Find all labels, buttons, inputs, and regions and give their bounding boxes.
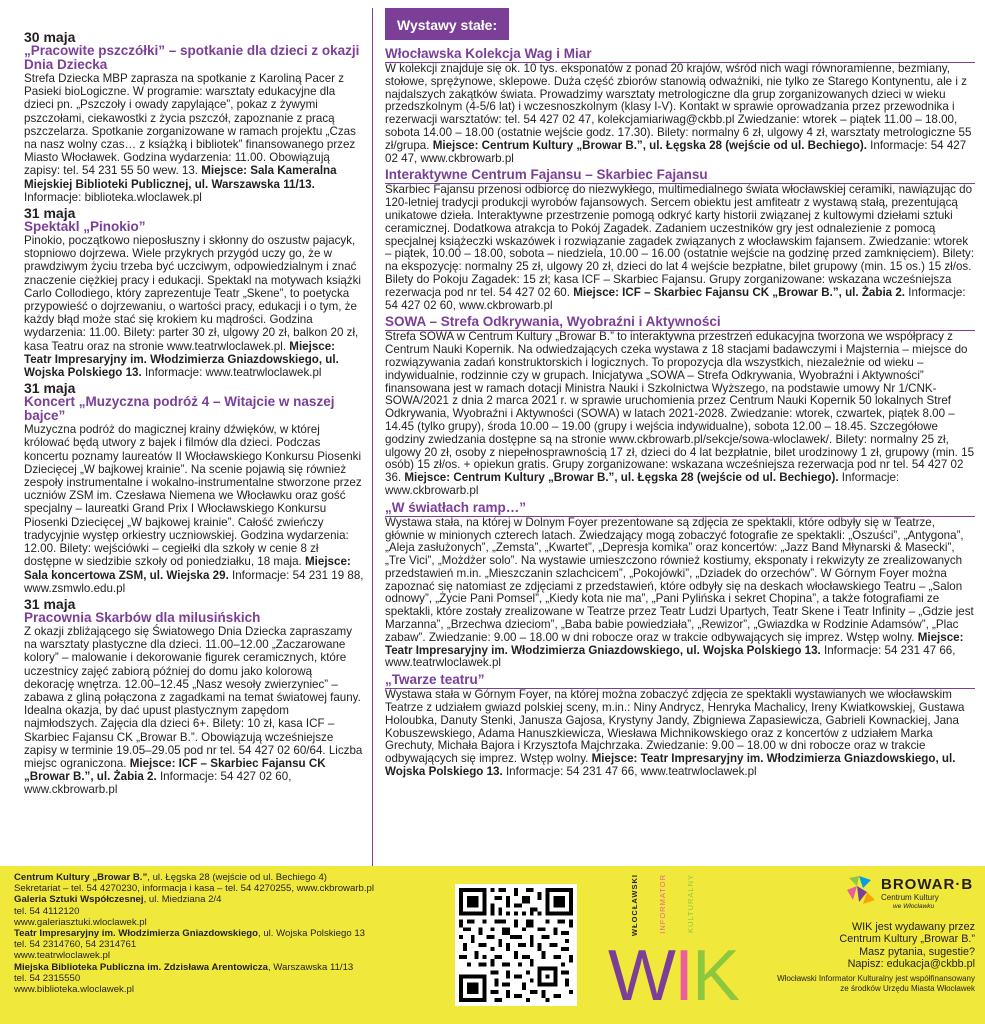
event-title: Koncert „Muzyczna podróż 4 – Witajcie w naszej bajce” (24, 394, 335, 424)
contact-line (14, 894, 434, 905)
exhibition-title-text: „Twarze teatru” (385, 672, 485, 688)
exhibition-description: Wystawa stała w Górnym Foyer, na której można zobaczyć zdjęcia ze spektakli wystawianych we włocławskim Teatrze z udziałem gwiazd polskiej sceny, m.in.: Niny Andrycz, Henryka Machalicy, Ireny Kwiatkowskiej, Gustawa Holoubka, Danuty Stenki, Janusza Gajosa, Krystyny Jandy, Zbigniewa Zapasiewicza, Gabrieli Kownackiej, Jana Kobuszewskiego, Adama Hanuszkiewicza, Wiesława Michnikowskiego oraz z koncertów z udziałem Marka Grechuty, Michała Bajora i Krzysztofa Majchrzaka. Zwiedzanie: 9.00 – 18.00 w dni robocze oraz w trakcie odbywających się imprez. Wstęp wolny. (385, 688, 965, 766)
contact-name: Galeria Sztuki Współczesnej (14, 894, 144, 906)
event-info: Informacje: www.teatrwloclawek.pl (141, 366, 322, 380)
event-description: Muzyczna podróż do magicznej krainy dźwięków, w której królować będą utwory z bajek i filmów dla dzieci. Podczas koncertu poznamy laureatów II Włocławskiego Konkursu Piosenki Dziecięcej „W bajkowej krainie”. Na scenie pojawią się również zespoły instrumentalne i wokalno-instrumentalne stworzone przez uczniów ZSM im. Czesława Niemena we Włocławku oraz gość specjalny – laureatki Grand Prix I Włocławskiego Konkursu Piosenki Dziecięcej „W bajkowej krainie”. Całość zwieńczy tradycyjnie występ orkiestry uczniowskiej. Godzina wydarzenia: 12.00. Bilety: wejściówki – cegiełki dla szkoły w cenie 8 zł dostępne w siedzibie szkoły od poniedziałku, 18 maja. (24, 423, 362, 569)
contact-detail: , ul. Wojska Polskiego 13 (258, 928, 366, 940)
contact-line (14, 928, 434, 939)
event-body (24, 423, 364, 595)
exhibition-item (385, 501, 975, 671)
contact-link[interactable]: www.teatrwloclawek.pl (14, 950, 110, 962)
event-item (24, 206, 364, 379)
event-date: 31 maja (24, 595, 76, 612)
browar-b-icon (845, 874, 879, 908)
contact-detail: , ul. Miedziana 2/4 (143, 894, 222, 906)
wik-letters (608, 936, 739, 1016)
wik-vertical-label: WŁOCŁAWSKI (630, 874, 639, 937)
event-date: 31 maja (24, 205, 76, 222)
exhibition-info: Informacje: 54 231 47 66, www.teatrwloclawek.pl (385, 643, 956, 670)
exhibition-title-text: „W światłach ramp…” (385, 499, 527, 515)
exhibition-body (385, 63, 975, 165)
contact-detail: tel. 54 2314760, 54 2314761 (14, 939, 137, 951)
browar-b-logo (845, 872, 975, 912)
contact-line (14, 939, 434, 950)
event-date: 30 maja (24, 29, 76, 45)
event-title: Pracownia Skarbów dla milusińskich (24, 609, 261, 625)
publisher-line: Centrum Kultury „Browar B.” (839, 933, 975, 946)
event-description: Z okazji zbliżającego się Światowego Dnia Dziecka zapraszamy na warsztaty plastyczne dla dzieci. 11.00–12.00 „Zaczarowane kolory” – malowanie i dekorowanie figurek ceramicznych, które uczestnicy zajęć zabiorą później do domu jako kolorową dekorację wnętrza. 12.00–12.45 „Nasz wesoły zwierzyniec” – zabawa z gliną połączona z zagadkami na temat światowej fauny. Idealna okazja, by dać upust plastycznym zapędom najmłodszych. Zajęcia dla dzieci 6+. Bilety: 10 zł, kasa ICF – Skarbiec Fajansu CK „Browar B.”. Obowiązują wcześniejsze zapisy w terminie 19.05–29.05 pod nr tel. 54 427 02 60/64. Liczba miejsc ograniczona. (24, 624, 363, 770)
contact-line (14, 883, 434, 894)
event-title: Spektakl „Pinokio” (24, 219, 146, 235)
exhibition-body (385, 331, 975, 497)
event-item (24, 597, 364, 797)
contact-line (14, 917, 434, 928)
contact-link[interactable]: www.galeriasztuki.wloclawek.pl (14, 916, 147, 928)
exhibition-title (385, 673, 975, 689)
exhibition-item (385, 315, 975, 497)
contact-detail: Sekretariat – tel. 54 4270230, informacja i kasa – tel. 54 4270255, www.ckbrowarb.pl (14, 883, 374, 895)
qr-code[interactable] (455, 884, 577, 1006)
exhibition-title-text: Włocławska Kolekcja Wag i Miar (385, 46, 592, 61)
wik-letter-w: W (608, 936, 674, 1016)
brand-name: BROWAR·B (881, 876, 974, 893)
event-place: Miejsce: Sala koncertowa ZSM, ul. Wiejska 29. (24, 555, 351, 582)
exhibition-place: Miejsce: Centrum Kultury „Browar B.”, ul. Łęgska 28 (wejście od ul. Bechiego). (432, 138, 867, 152)
event-info: Informacje: 54 231 19 88, www.zsmwlo.edu.pl (24, 568, 364, 595)
exhibition-place: Miejsce: Teatr Impresaryjny im. Włodzimierza Gniazdowskiego, ul. Wojska Polskiego 13. (385, 630, 964, 657)
exhibition-info: Informacje: 54 427 02 60, www.ckbrowarb.pl (385, 285, 966, 312)
exhibition-title-text: Interaktywne Centrum Fajansu – Skarbiec Fajansu (385, 167, 708, 183)
contact-detail: , ul. Łęgska 28 (wejście od ul. Bechiego 4) (147, 872, 327, 883)
exhibition-item (385, 168, 975, 312)
exhibition-description: W kolekcji znajduje się ok. 10 tys. eksponatów z ponad 20 krajów, wśród nich wagi równoramienne, bezmiany, stołowe, sprężynowe, sklepowe. Duża część zbiorów stanowią odważniki, nie tylko ze Starego Kontynentu, ale i z najdalszych zakątków świata. Prowadzimy warsztaty metrologiczne dla grup zorganizowanych dzieci w wieku przedszkolnym (4-5/6 lat) i wczesnoszkolnym (klasy I-V). Kontakt w sprawie oprowadzania przez przewodnika i rezerwacji warsztatów: tel. 54 427 02 47, kolekcjamiariwag@ckbb.pl Zwiedzanie: wtorek – piątek 11.00 – 18.00, sobota 14.00 – 18.00 (ostatnie wejście godz. 17.30). Bilety: normalny 6 zł, ulgowy 4 zł, warsztaty metrologiczne 55 zł/grupa. (385, 62, 972, 152)
wik-vertical-label: KULTURALNY (686, 874, 695, 934)
contact-name: Centrum Kultury „Browar B.” (14, 872, 148, 883)
exhibition-title-text: SOWA – Strefa Odkrywania, Wyobraźni i Aktywności (385, 314, 721, 330)
exhibition-body (385, 689, 975, 779)
exhibition-description: Wystawa stała, na której w Dolnym Foyer prezentowane są zdjęcia ze spektakli, które odbyły się w Teatrze, głównie w minionych czterech latach. Zwiedzający mogą zobaczyć fotografie ze spektakli: „Oszuści”, „Antygona”, „Aleja zasłużonych”, „Zemsta”, „Kwartet”, „Depresja komika” oraz koncertów: „Jazz Band Młynarski & Masecki”, „Tre Vici”, „Możdżer solo”. Na wystawie umieszczono również kostiumy, eksponaty i rekwizyty ze zrealizowanych przedstawień m.in. „Mieszczanin szlachcicem”, „Pokojówki”, „Dziadek do orzechów”. W Górnym Foyer można zapoznać się natomiast ze zdjęciami z przedstawień, które odbyły się na deskach włocławskiego Teatru – „Salon odnowy”, „Życie Pani Pomsel”, „Kiedy kota nie ma”, „Pani Pylińska i sekret Chopina”, a także fotografiami ze spektakli, które zostały zrealizowane w Teatrze przez Teatr Ludzi Upartych, Teatr Skene i Teatr Infinity – „Gdzie jest Marzanna”, „Brzechwa dzieciom”, „Baba babie powiedziała”, „Rewizor”, „Gwiazdka w Rodzinie Adamsów”, „Plac zabaw”. Zwiedzanie: 9.00 – 18.00 w dni robocze oraz w trakcie odbywających się imprez. Wstęp wolny. (385, 515, 974, 644)
event-place: Miejsce: Teatr Impresaryjny im. Włodzimierza Gniazdowskiego, ul. Wojska Polskiego 13. (24, 339, 339, 380)
exhibition-info: Informacje: 54 427 02 47, www.ckbrowarb.pl (385, 138, 967, 165)
exhibition-place: Miejsce: Centrum Kultury „Browar B.”, ul. Łęgska 28 (wejście od ul. Bechiego). (404, 471, 839, 485)
event-item (24, 381, 364, 595)
exhibition-place: Miejsce: Teatr Impresaryjny im. Włodzimierza Gniazdowskiego, ul. Wojska Polskiego 13. (385, 752, 956, 779)
exhibition-description: Strefa SOWA w Centrum Kultury „Browar B.” to interaktywna przestrzeń edukacyjna tworzona we współpracy z Centrum Nauki Kopernik. Na odwiedzających czeka wystawa z 18 stacjami badawczymi i Majsternia – miejsce do rozwiązywania zadań konstruktorskich i logicznych. To propozycja dla wszystkich, niezależnie od wieku – indywidualnie, rodzinnie czy w grupach. Inicjatywa „SOWA – Strefa Odkrywania, Wyobraźni i Aktywności” finansowana jest w ramach dotacji Ministra Nauki i Szkolnictwa Wyższego, na podstawie umowy Nr 1/CNK-SOWA/2021 z dnia 2 marca 2021 r. w sprawie uruchomienia przez Centrum Nauki Kopernik 50 lokalnych Stref Odkrywania, Wyobraźni i Aktywności (SOWA) w latach 2021-2028. Zwiedzanie: wtorek, czwartek, piątek 8.00 – 14.45 (tylko grupy), środa 10.00 – 19.00 (grupy i wejścia indywidualne), sobota 12.00 – 18.45. Szczegółowe godziny zwiedzania dostępne są na stronie www.ckbrowarb.pl/sekcje/sowa-wloclawek/. Bilety: normalny 25 zł, ulgowy 20 zł, osoby z niepełnosprawnością 17 zł, dzieci do 4 lat bezpłatnie, bilet urodzinowy 1 zł, grupowy (min. 15 osób) 15 zł/os. + opiekun gratis. Grupy zorganizowane: wskazana wcześniejsza rezerwacja pod nr tel. 54 427 02 36. (385, 330, 975, 485)
publisher-line: Masz pytania, sugestie? (859, 945, 975, 958)
event-description: Pinokio, początkowo nieposłuszny i skłonny do oszustw pajacyk, stopniowo dojrzewa. Wiele przykrych przygód uczy go, że w prawdziwym życiu trzeba być uczciwym, odpowiedzialnym i znać znaczenie ciężkiej pracy i edukacji. Spektakl na motywach książki Carlo Collodiego, który zaprezentuje Teatr „Skene”, to poetycka przypowieść o dojrzewaniu, o wartości pracy, edukacji i o tym, że każdy błąd może stać się krokiem ku mądrości. Godzina wydarzenia: 11.00. Bilety: parter 30 zł, ulgowy 20 zł, balkon 20 zł, kasa Teatru oraz na stronie www.teatrwloclawek.pl. (24, 234, 362, 353)
exhibitions-column (385, 8, 975, 781)
brand-location: we Włocławku (893, 903, 935, 910)
contact-detail: , Warszawska 11/13 (267, 961, 354, 973)
event-info: Informacje: biblioteka.wloclawek.pl (24, 190, 202, 204)
event-title: „Pracowite pszczółki” – spotkanie dla dzieci z okazji Dnia Dziecka (24, 43, 360, 72)
wik-vertical-label: INFORMATOR (658, 874, 667, 934)
contact-line (14, 973, 434, 984)
brand-subtitle: Centrum Kultury (881, 893, 939, 902)
contact-line (14, 962, 434, 973)
wik-logo (600, 870, 739, 1020)
exhibition-item (385, 47, 975, 165)
exhibition-description: Skarbiec Fajansu przenosi odbiorcę do niezwykłego, multimedialnego świata włocławskiej ceramiki, nawiązując do 120-letniej tradycji produkcji wyrobów fajansowych. Sercem obiektu jest amfiteatr z wystawą stałą, prezentującą unikatowe dzieła. Interaktywne przestrzenie pomogą odkryć karty historii związanej z kultowymi dziełami sztuki ceramicznej. Dodatkowa atrakcja to Pokój Zagadek. Zadaniem uczestników gry jest odnalezienie z pomocą specjalnej książeczki wskazówek i rozwiązanie zagadek związanych z włocławskim fajansem. Zwiedzanie: wtorek – piątek, 10.00 – 18.00, sobota – niedziela, 10.00 – 16.00 (ostatnie wejście na godzinę przed zamknięciem). Bilety: na ekspozycję: normalny 25 zł, ulgowy 20 zł, dzieci do lat 4 wejście bezpłatne, bilet grupowy (min. 15 os.) 15 zł/os. Bilety do Pokoju Zagadek: 15 zł; kasa ICF – Skarbiec Fajansu. Grupy zorganizowane: wskazana wcześniejsza rezerwacja pod nr tel. 54 427 02 60. (385, 183, 975, 299)
exhibition-body (385, 517, 975, 671)
wik-letter-k: K (691, 936, 739, 1016)
exhibition-title (385, 501, 975, 517)
events-column (24, 30, 364, 799)
section-label: Wystawy stałe: (385, 8, 509, 40)
publisher-info (745, 921, 975, 994)
publisher-line: WIK jest wydawany przez (851, 921, 975, 933)
contact-detail: tel. 54 4112120 (14, 905, 80, 917)
event-item (24, 30, 364, 204)
event-body (24, 72, 364, 204)
contact-name: Teatr Impresaryjny im. Włodzimierza Gniazdowskiego (14, 928, 258, 940)
exhibition-place: Miejsce: ICF – Skarbiec Fajansu CK „Browar B.”, ul. Żabia 2. (573, 285, 906, 299)
publisher-email[interactable]: Napisz: edukacja@ckbb.pl (847, 958, 975, 971)
exhibition-item (385, 673, 975, 779)
exhibition-title (385, 168, 975, 184)
funding-line: ze środków Urzędu Miasta Włocławek (840, 983, 975, 993)
wik-letter-i: I (673, 936, 692, 1016)
column-divider (372, 8, 373, 866)
event-description: Strefa Dziecka MBP zaprasza na spotkanie z Karoliną Pacer z Pasieki bioLogiczne. W programie: warsztaty edukacyjne dla dzieci pn. „Pszczoły i owady zapylające”, pokaz z żywymi pszczołami, ciekawostki z życia pszczół, zapoznanie z pracą pszczelarza. Spotkanie zorganizowane w ramach projektu „Czas na nasz wolny czas… z książką i bibliotek” finansowanego przez Miasto Włocławek. Godzina wydarzenia: 11.00. Obowiązują zapisy: tel. 54 231 55 50 wew. 13. (24, 72, 356, 178)
event-body (24, 234, 364, 379)
exhibition-body (385, 184, 975, 312)
contact-link[interactable]: www.biblioteka.wloclawek.pl (14, 984, 134, 996)
event-date: 31 maja (24, 380, 76, 397)
event-place: Miejsce: Sala Kameralna Miejskiej Biblioteki Publicznej, ul. Warszawska 11/13. (24, 164, 337, 191)
contact-line (14, 872, 434, 883)
event-info: Informacje: 54 427 02 60, www.ckbrowarb.pl (24, 770, 292, 797)
footer-contacts (14, 872, 434, 995)
funding-note (745, 974, 975, 994)
funding-line: Włocławski Informator Kulturalny jest współfinansowany (777, 973, 975, 983)
event-body (24, 625, 364, 797)
exhibition-title (385, 315, 975, 331)
contact-detail: tel. 54 2315550 (14, 972, 81, 984)
qr-code-icon (459, 888, 573, 1002)
contact-name: Miejska Biblioteka Publiczna im. Zdzisława Arentowicza (14, 961, 268, 973)
contact-line (14, 950, 434, 961)
event-place: Miejsce: ICF – Skarbiec Fajansu CK „Browar B.”, ul. Żabia 2. (24, 756, 326, 784)
contact-line (14, 984, 434, 995)
exhibition-info: Informacje: www.ckbrowarb.pl (385, 471, 900, 497)
exhibition-title (385, 47, 975, 63)
contact-line (14, 906, 434, 917)
exhibition-info: Informacje: 54 231 47 66, www.teatrwloclawek.pl (502, 765, 757, 779)
